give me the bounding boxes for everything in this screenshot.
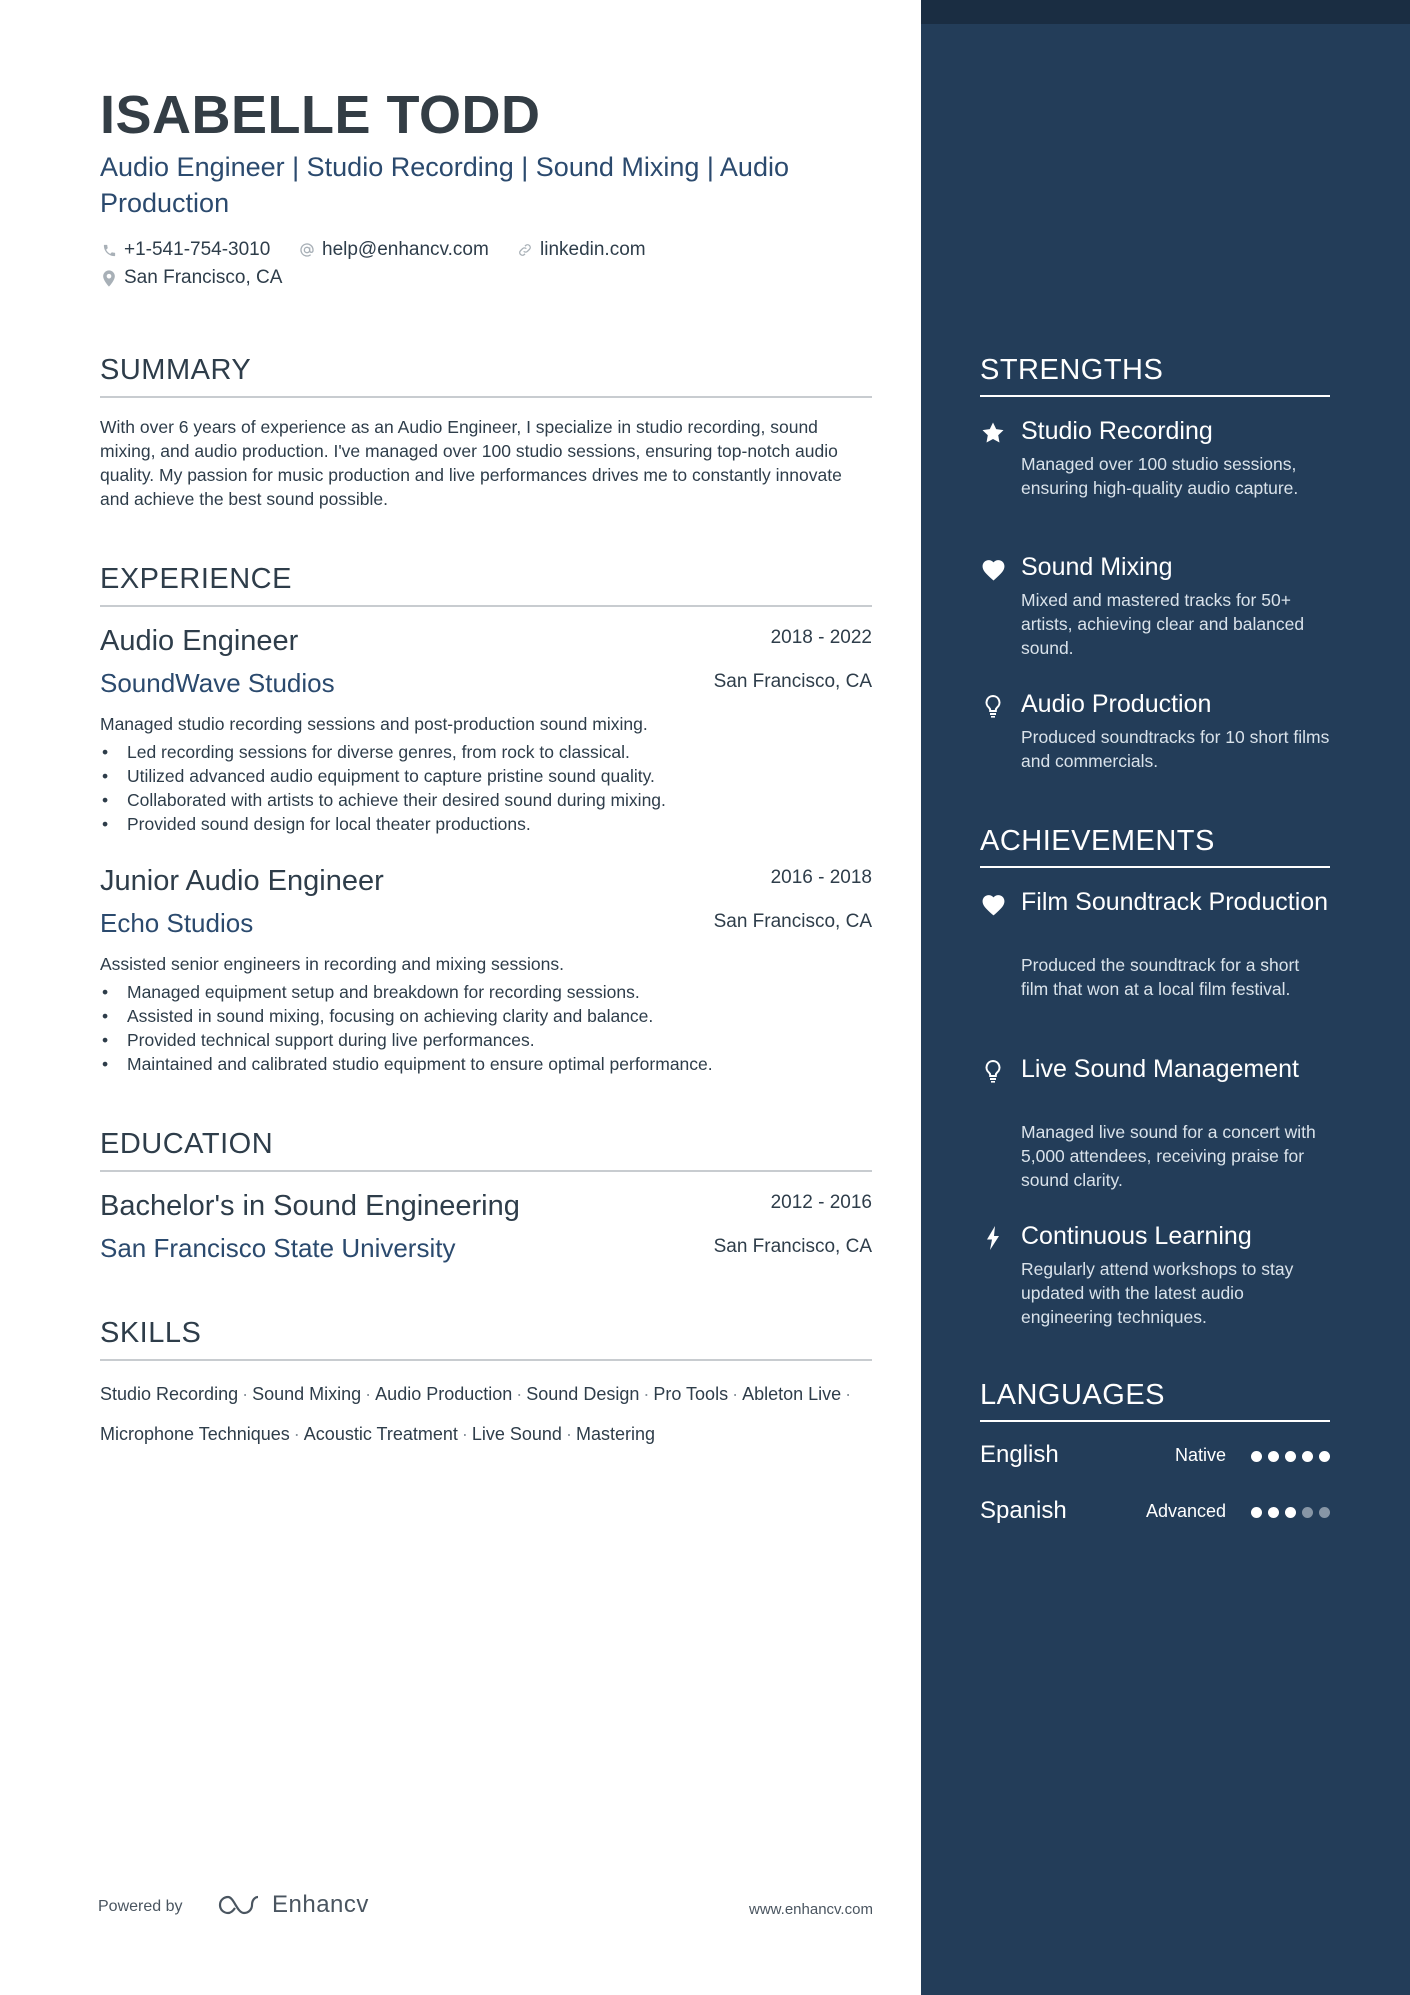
contact-email[interactable]: [298, 239, 489, 261]
job-description: Managed studio recording sessions and post-production sound mixing.: [100, 714, 648, 734]
language-rating: [1251, 1451, 1330, 1462]
contact-phone-text: +1-541-754-3010: [124, 239, 271, 260]
job-bullets: [100, 740, 872, 836]
education-location: San Francisco, CA: [713, 1236, 872, 1257]
rating-dot-filled: [1319, 1451, 1330, 1462]
powered-by-label: Powered by: [98, 1898, 183, 1915]
achievement-description: Produced the soundtrack for a short film that won at a local film festival.: [1021, 955, 1300, 999]
contact-phone[interactable]: [100, 239, 270, 261]
link-icon: [516, 241, 534, 259]
candidate-name: ISABELLE TODD: [100, 85, 541, 145]
contact-location-text: San Francisco, CA: [124, 267, 283, 288]
enhancv-logo-text: Enhancv: [272, 1891, 369, 1918]
strength-title: Studio Recording: [1021, 417, 1213, 445]
strength-title: Audio Production: [1021, 690, 1212, 718]
sidebar-top-bar: [921, 0, 1410, 24]
job-title: Junior Audio Engineer: [100, 865, 384, 897]
footer-url[interactable]: www.enhancv.com: [749, 1901, 873, 1918]
summary-heading: SUMMARY: [100, 354, 872, 398]
skill-item: Mastering: [575, 1424, 655, 1444]
education-school: San Francisco State University: [100, 1233, 456, 1263]
language-level: Native: [1174, 1445, 1226, 1465]
job-bullet: • Provided sound design for local theater productions.: [100, 812, 872, 836]
rating-dot-filled: [1285, 1507, 1296, 1518]
achievement-title: Live Sound Management: [1021, 1055, 1299, 1083]
job-bullet: • Utilized advanced audio equipment to capture pristine sound quality.: [100, 764, 872, 788]
rating-dot-filled: [1285, 1451, 1296, 1462]
contact-website[interactable]: [516, 239, 646, 261]
phone-icon: [100, 241, 118, 259]
job-bullet: • Maintained and calibrated studio equipment to ensure optimal performance.: [100, 1052, 872, 1076]
contact-email-text: help@enhancv.com: [322, 239, 489, 260]
skill-item: Pro Tools: [653, 1384, 729, 1404]
star-icon: [980, 420, 1006, 446]
heart-icon: [980, 891, 1006, 917]
lightbulb-icon: [980, 1058, 1006, 1084]
enhancv-logo-icon: [216, 1892, 264, 1918]
lightbulb-icon: [980, 693, 1006, 719]
job-bullets: [100, 980, 872, 1076]
skill-item: Sound Design: [526, 1384, 640, 1404]
job-dates: 2018 - 2022: [770, 627, 872, 648]
language-name: English: [980, 1441, 1059, 1468]
job-company: SoundWave Studios: [100, 668, 335, 698]
rating-dot-empty: [1319, 1507, 1330, 1518]
bolt-icon: [980, 1225, 1006, 1251]
strengths-heading: STRENGTHS: [980, 354, 1330, 397]
strength-description: Mixed and mastered tracks for 50+ artists, achieving clear and balanced sound.: [1021, 590, 1305, 658]
contact-location: [100, 267, 282, 289]
contact-website-text: linkedin.com: [540, 239, 646, 260]
achievement-description: Regularly attend workshops to stay updated with the latest audio engineering techniques.: [1021, 1259, 1294, 1327]
rating-dot-filled: [1302, 1451, 1313, 1462]
strength-description: Produced soundtracks for 10 short films and commercials.: [1021, 727, 1330, 771]
achievement-title: Continuous Learning: [1021, 1222, 1252, 1250]
skill-item: Live Sound: [471, 1424, 562, 1444]
location-pin-icon: [100, 269, 118, 287]
job-bullet: • Provided technical support during live performances.: [100, 1028, 872, 1052]
skill-item: Audio Production: [375, 1384, 513, 1404]
education-dates: 2012 - 2016: [770, 1192, 872, 1213]
rating-dot-filled: [1268, 1507, 1279, 1518]
job-description: Assisted senior engineers in recording and mixing sessions.: [100, 954, 564, 974]
strength-title: Sound Mixing: [1021, 553, 1173, 581]
job-bullet: • Led recording sessions for diverse genres, from rock to classical.: [100, 740, 872, 764]
summary-text: With over 6 years of experience as an Audio Engineer, I specialize in studio recording, sound mixing, and audio production. I've managed over 100 studio sessions, ensuring top-notch audio quality. My passion for music production and live performances drives me to constantly innovate and achieve the best sound possible.: [100, 417, 842, 509]
education-heading: EDUCATION: [100, 1128, 872, 1172]
job-location: San Francisco, CA: [713, 671, 872, 692]
skills-heading: SKILLS: [100, 1317, 872, 1361]
skill-item: Microphone Techniques: [100, 1424, 290, 1444]
rating-dot-empty: [1302, 1507, 1313, 1518]
skill-item: Studio Recording: [100, 1384, 239, 1404]
job-bullet: • Collaborated with artists to achieve their desired sound during mixing.: [100, 788, 872, 812]
job-bullet: • Assisted in sound mixing, focusing on achieving clarity and balance.: [100, 1004, 872, 1028]
job-location: San Francisco, CA: [713, 911, 872, 932]
rating-dot-filled: [1251, 1507, 1262, 1518]
skill-item: Acoustic Treatment: [303, 1424, 458, 1444]
strength-description: Managed over 100 studio sessions, ensuring high-quality audio capture.: [1021, 454, 1299, 498]
heart-icon: [980, 556, 1006, 582]
skills-list: Studio Recording · Sound Mixing · Audio Production · Sound Design · Pro Tools · Ableton Live · Microphone Techniques · Acoustic Treatment · Live Sound · Mastering: [100, 1384, 852, 1444]
skill-item: Sound Mixing: [252, 1384, 362, 1404]
achievement-description: Managed live sound for a concert with 5,000 attendees, receiving praise for sound clarity.: [1021, 1122, 1316, 1190]
at-icon: [298, 241, 316, 259]
job-title: Audio Engineer: [100, 625, 299, 657]
language-rating: [1251, 1507, 1330, 1518]
language-name: Spanish: [980, 1497, 1067, 1524]
job-bullet: • Managed equipment setup and breakdown for recording sessions.: [100, 980, 872, 1004]
sidebar: [921, 0, 1410, 1995]
enhancv-logo[interactable]: [216, 1891, 369, 1919]
education-degree: Bachelor's in Sound Engineering: [100, 1190, 520, 1222]
achievement-title: Film Soundtrack Production: [1021, 888, 1329, 916]
rating-dot-filled: [1251, 1451, 1262, 1462]
candidate-headline: Audio Engineer | Studio Recording | Sound Mixing | Audio Production: [100, 152, 789, 218]
achievements-heading: ACHIEVEMENTS: [980, 825, 1330, 868]
language-row: [980, 1441, 1330, 1473]
skill-item: Ableton Live: [742, 1384, 842, 1404]
language-level: Advanced: [1145, 1501, 1226, 1521]
language-row: [980, 1497, 1330, 1529]
job-dates: 2016 - 2018: [770, 867, 872, 888]
rating-dot-filled: [1268, 1451, 1279, 1462]
experience-heading: EXPERIENCE: [100, 563, 872, 607]
job-company: Echo Studios: [100, 908, 254, 938]
languages-heading: LANGUAGES: [980, 1379, 1330, 1422]
